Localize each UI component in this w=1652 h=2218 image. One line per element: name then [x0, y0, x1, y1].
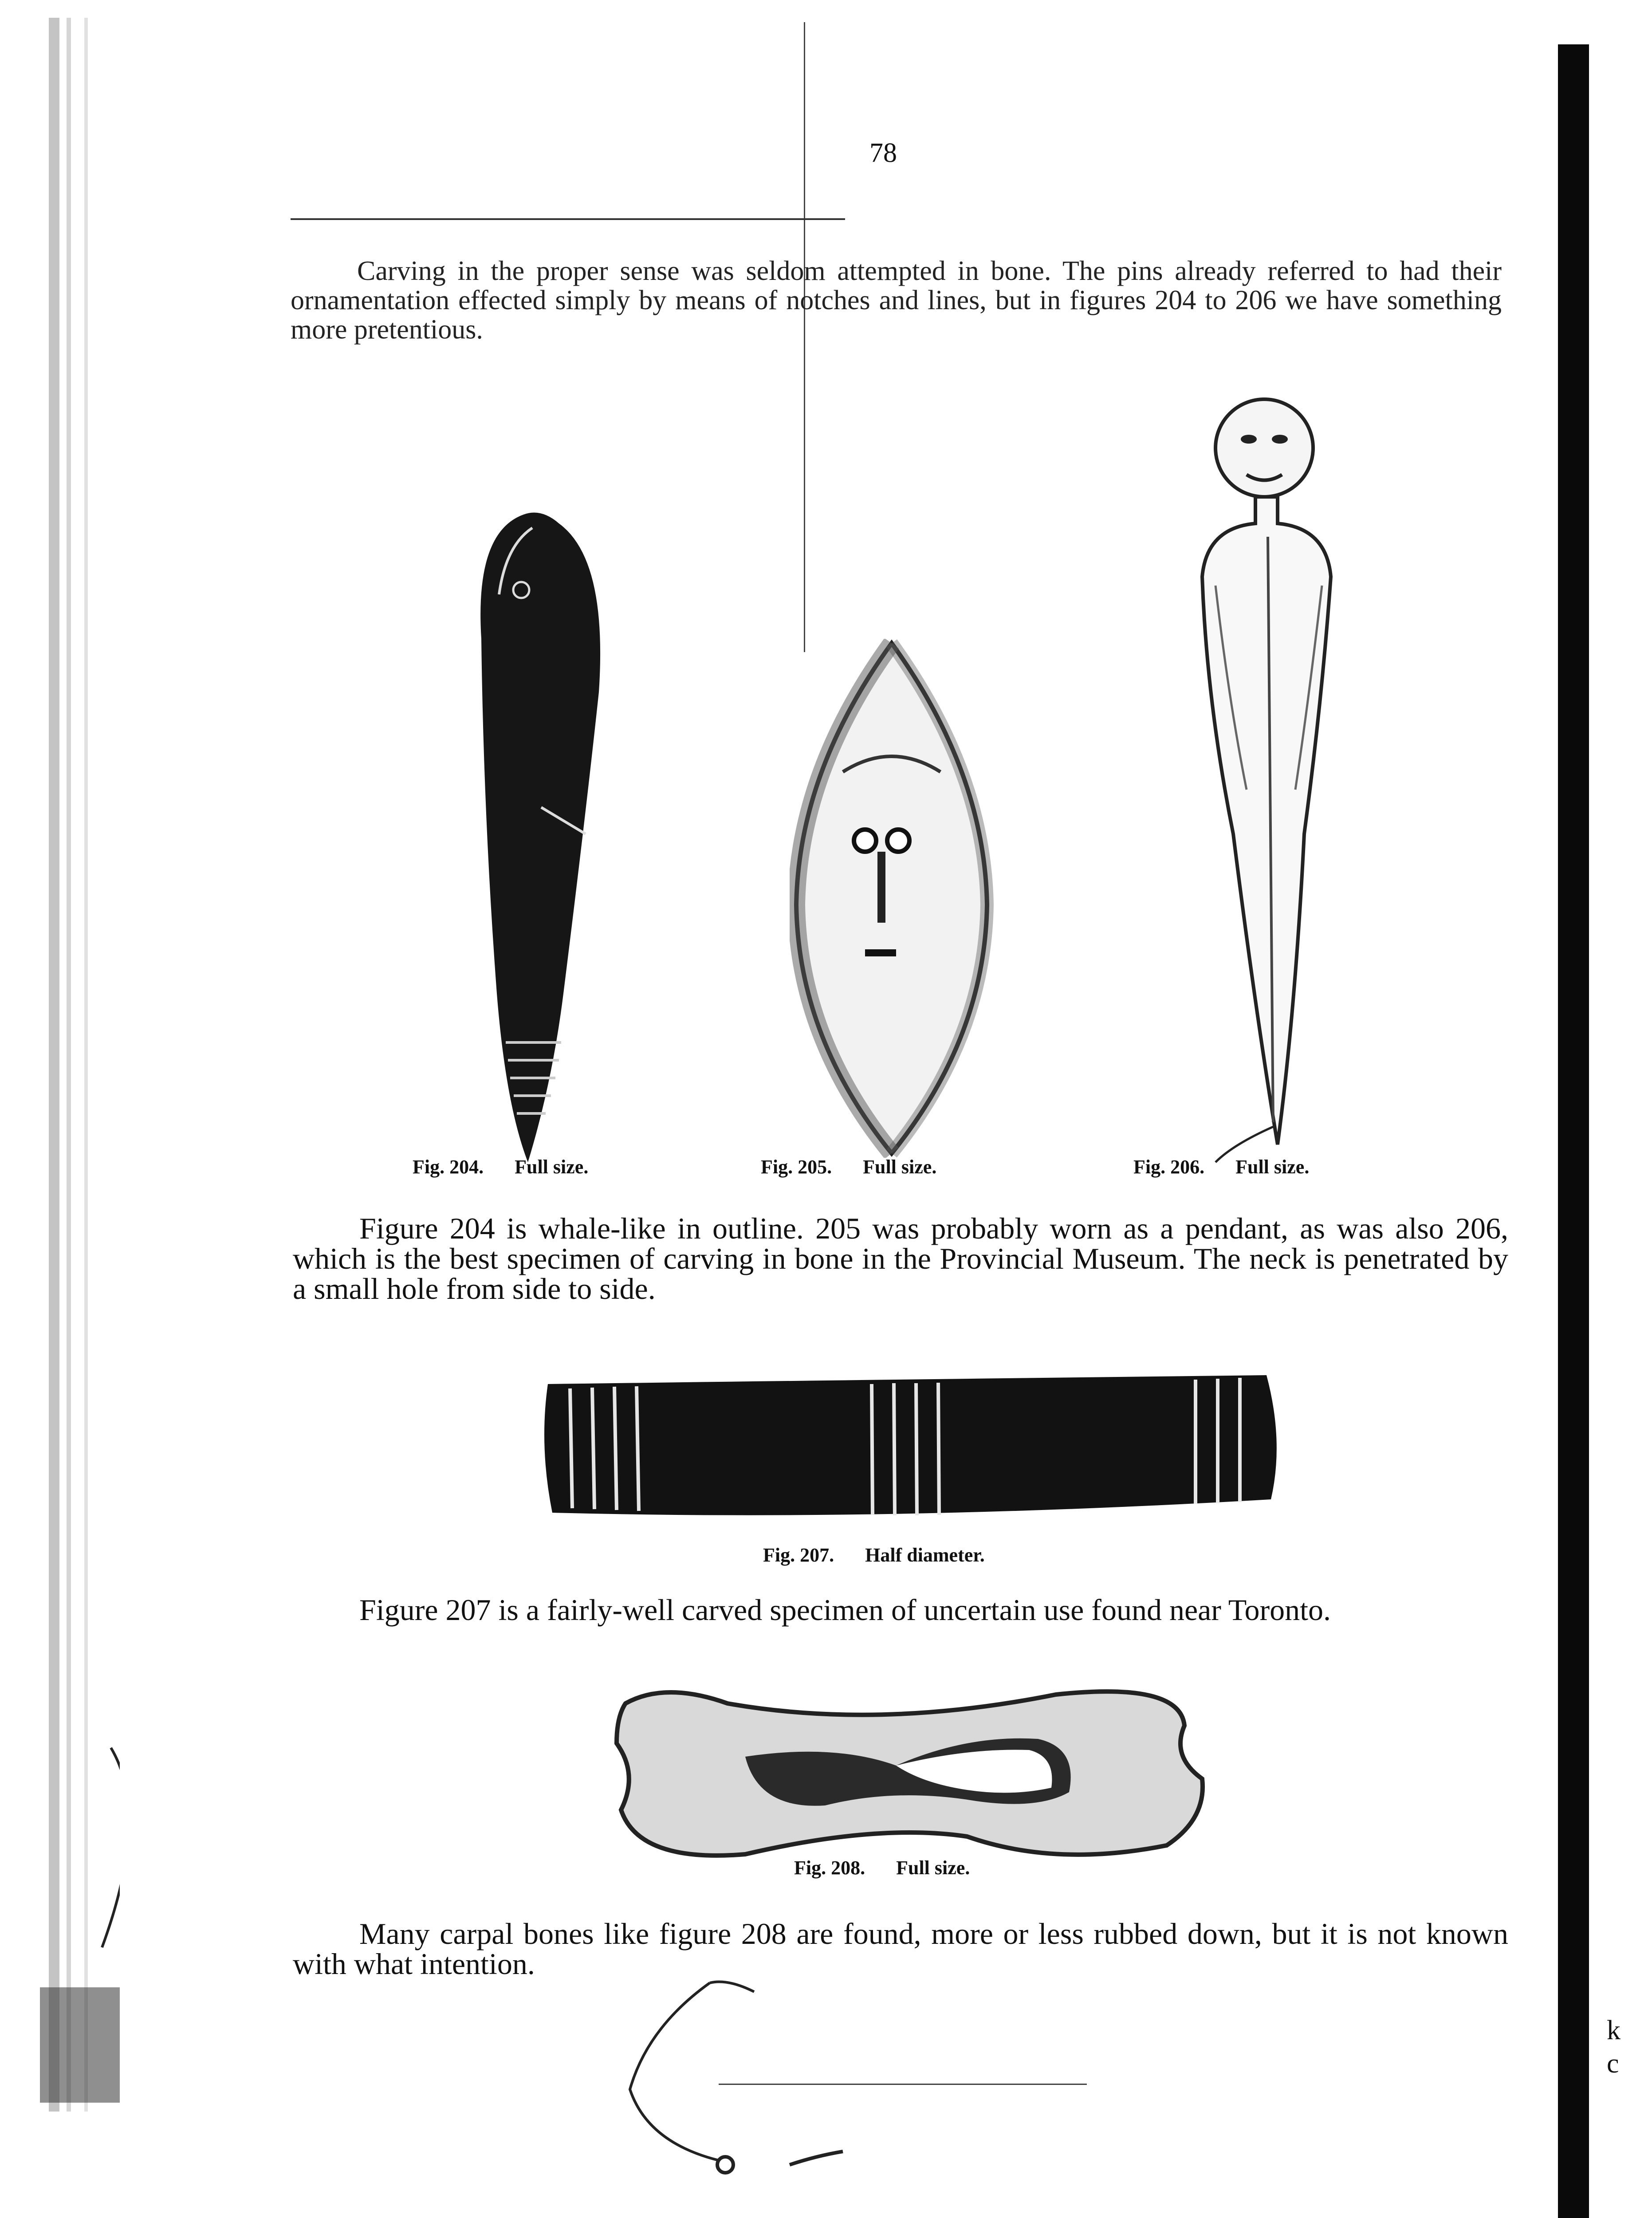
caption-fig-208: [794, 1856, 970, 1879]
caption-fig-207-scale: Half diameter.: [865, 1544, 985, 1566]
paragraph-figure-208: Many carpal bones like figure 208 are found, more or less rubbed down, but it is not known with what intention.: [293, 1917, 1508, 1981]
caption-fig-207: [763, 1544, 985, 1566]
left-margin-scan-noise: [40, 18, 120, 2112]
caption-fig-206-scale: Full size.: [1235, 1156, 1310, 1178]
edge-letter-2: c: [1607, 2049, 1619, 2079]
caption-fig-205: [761, 1156, 936, 1178]
caption-fig-204-label: Fig. 204.: [413, 1156, 484, 1178]
header-rule: [291, 218, 845, 220]
edge-letter-1: k: [1607, 2015, 1621, 2045]
caption-fig-204-scale: Full size.: [515, 1156, 589, 1178]
caption-fig-205-label: Fig. 205.: [761, 1156, 832, 1178]
paragraph-figure-207: Figure 207 is a fairly-well carved specimen of uncertain use found near Toronto.: [359, 1593, 1331, 1627]
caption-fig-208-scale: Full size.: [896, 1857, 970, 1879]
pen-scribble-mark: [621, 1974, 896, 2187]
right-edge-binding-shadow: [1558, 44, 1589, 2218]
figure-205-face-pendant: [790, 639, 994, 1158]
caption-fig-205-scale: Full size.: [863, 1156, 937, 1178]
paragraph-figures-204-206: Figure 204 is whale-like in outline. 205 was probably worn as a pendant, as was also 206, which is the best specimen of carving in bone in the Provincial Museum. The neck is penetrated by a small hole from side to side.: [293, 1211, 1508, 1306]
figure-204-whale-carving: [457, 506, 617, 1167]
figure-208-carpal-bone: [612, 1677, 1224, 1872]
figure-207-carved-tube: [535, 1366, 1284, 1530]
caption-fig-207-label: Fig. 207.: [763, 1544, 834, 1566]
figure-206-human-carving: [1189, 390, 1349, 1171]
caption-fig-204: [413, 1156, 588, 1178]
caption-fig-206: [1133, 1156, 1309, 1178]
paragraph-intro: Carving in the proper sense was seldom attempted in bone. The pins already referred to had their ornamentation effected simply by means of notches and lines, but in figures 204 to 206 we have something more pretentious.: [291, 256, 1502, 345]
caption-fig-208-label: Fig. 208.: [794, 1857, 865, 1879]
cut-off-edge-text: [1607, 2014, 1621, 2080]
caption-fig-206-label: Fig. 206.: [1133, 1156, 1205, 1178]
page-number: 78: [869, 138, 897, 168]
